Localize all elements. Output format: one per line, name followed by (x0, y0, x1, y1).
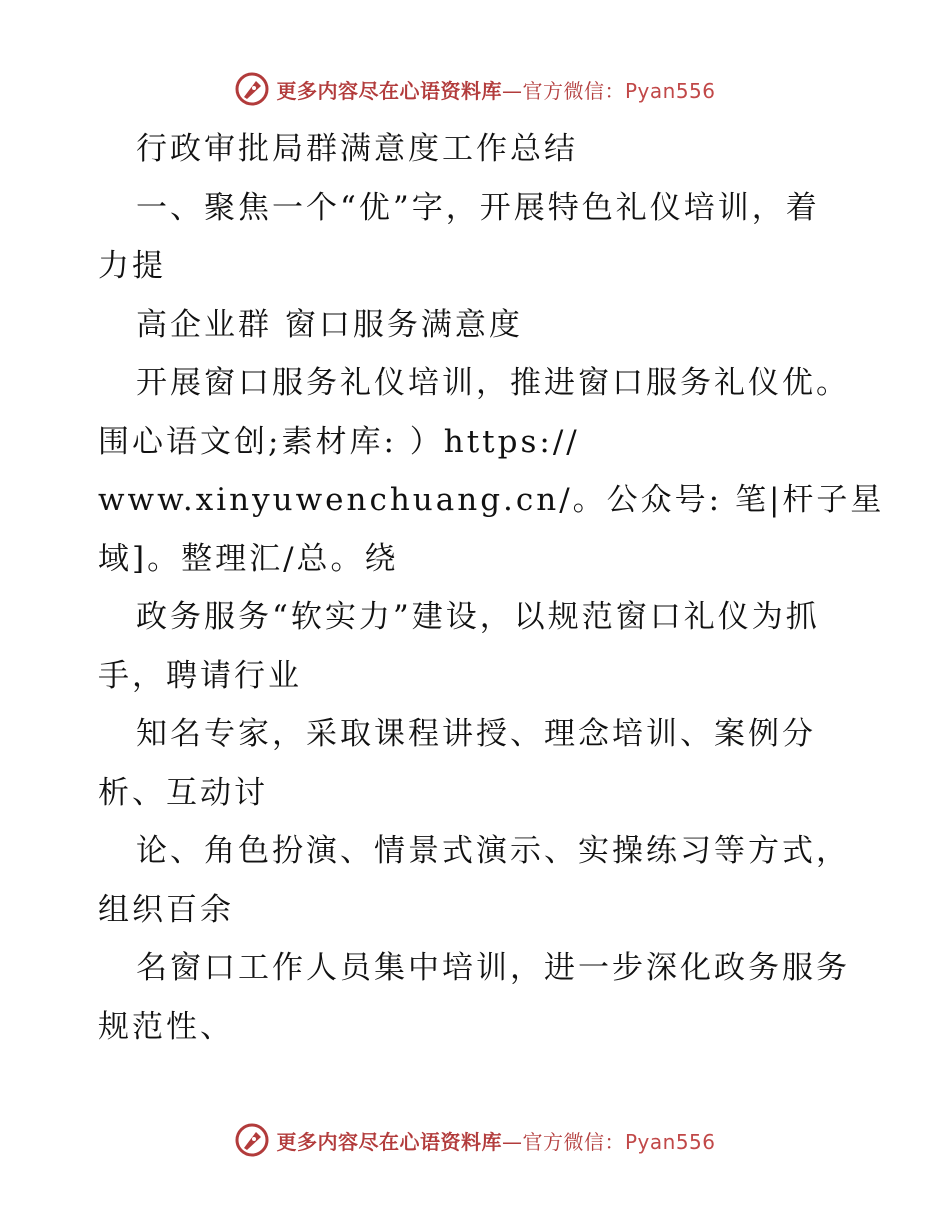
header-banner (0, 69, 950, 109)
paragraph-line: 论、角色扮演、情景式演示、实操练习等方式， (136, 833, 850, 869)
paragraph-line: 力提 (98, 248, 166, 284)
paragraph-line: 一、聚焦一个“优”字，开展特色礼仪培训，着 (136, 189, 820, 226)
paragraph-line: 组织百余 (98, 891, 234, 928)
paragraph-line: 高企业群 窗口服务满意度 (136, 306, 523, 343)
paragraph-line: 名窗口工作人员集中培训，进一步深化政务服务 (136, 950, 850, 986)
paragraph-line: 析、互动讨 (98, 774, 268, 811)
footer-banner-text (276, 1126, 715, 1155)
paragraph-line: 政务服务“软实力”建设，以规范窗口礼仪为抓 (136, 599, 820, 635)
footer-banner (0, 1120, 950, 1160)
paragraph-line: 域]。整理汇/总。绕 (98, 540, 399, 577)
banner-wechat-label: —官方微信： (501, 78, 625, 103)
banner-wechat-id: Pyan556 (624, 78, 716, 103)
banner-wechat-id: Pyan556 (624, 1129, 716, 1154)
paragraph-line: 围心语文创;素材库: ）https:// (98, 423, 580, 460)
pen-nib-seal-icon (234, 71, 270, 107)
paragraph-line: 规范性、 (98, 1008, 234, 1045)
header-banner-text (276, 75, 715, 104)
paragraph-line: 手，聘请行业 (98, 657, 302, 694)
banner-main-text: 更多内容尽在心语资料库 (276, 1129, 502, 1154)
document-body (98, 120, 885, 1056)
paragraph-line: www.xinyuwenchuang.cn/。公众号: 笔|杆子星 (98, 482, 885, 518)
paragraph-line: 知名专家，采取课程讲授、理念培训、案例分 (136, 716, 816, 752)
banner-wechat-label: —官方微信： (501, 1129, 625, 1154)
banner-main-text: 更多内容尽在心语资料库 (276, 78, 502, 103)
document-title: 行政审批局群满意度工作总结 (136, 131, 578, 167)
pen-nib-seal-icon (234, 1122, 270, 1158)
paragraph-line: 开展窗口服务礼仪培训，推进窗口服务礼仪优。 (136, 365, 850, 401)
